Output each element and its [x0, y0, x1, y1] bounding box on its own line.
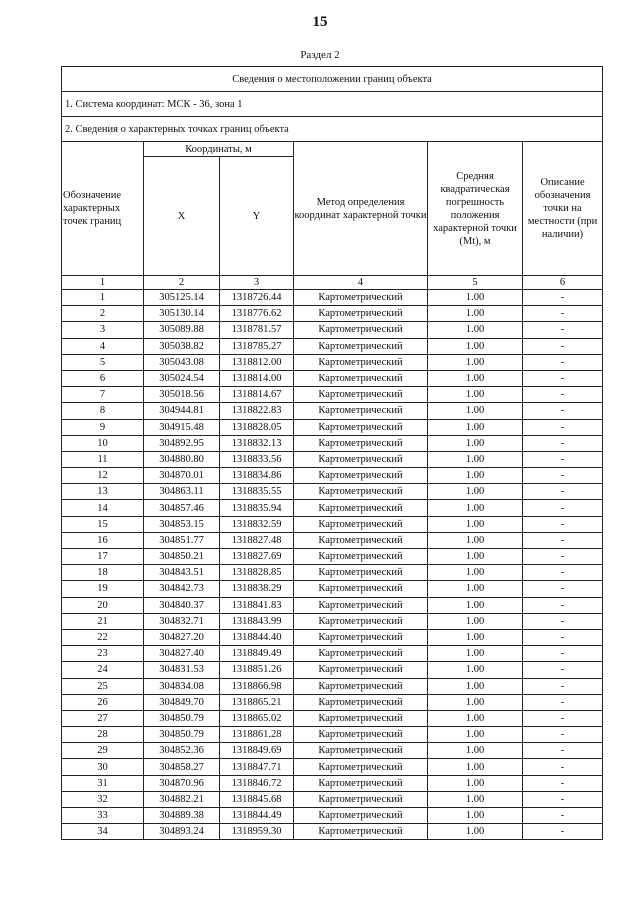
cell-description: - — [523, 565, 603, 581]
cell-error: 1.00 — [428, 646, 523, 662]
cell-y: 1318781.57 — [220, 322, 294, 338]
cell-y: 1318851.26 — [220, 662, 294, 678]
column-number: 3 — [220, 276, 294, 290]
coord-system-row — [62, 92, 603, 117]
cell-x: 304858.27 — [144, 759, 220, 775]
cell-point: 15 — [62, 516, 144, 532]
column-number-row — [62, 276, 603, 290]
table-row — [62, 387, 603, 403]
table-row — [62, 710, 603, 726]
cell-method: Картометрический — [294, 727, 428, 743]
cell-x: 305130.14 — [144, 306, 220, 322]
cell-x: 304944.81 — [144, 403, 220, 419]
cell-y: 1318844.49 — [220, 808, 294, 824]
cell-x: 304870.96 — [144, 775, 220, 791]
cell-error: 1.00 — [428, 597, 523, 613]
cell-x: 304889.38 — [144, 808, 220, 824]
cell-description: - — [523, 662, 603, 678]
cell-x: 304827.40 — [144, 646, 220, 662]
cell-error: 1.00 — [428, 824, 523, 840]
cell-error: 1.00 — [428, 338, 523, 354]
cell-x: 305043.08 — [144, 354, 220, 370]
cell-method: Картометрический — [294, 403, 428, 419]
cell-error: 1.00 — [428, 532, 523, 548]
cell-description: - — [523, 710, 603, 726]
cell-error: 1.00 — [428, 759, 523, 775]
cell-y: 1318849.69 — [220, 743, 294, 759]
cell-point: 25 — [62, 678, 144, 694]
table-row — [62, 759, 603, 775]
cell-method: Картометрический — [294, 290, 428, 306]
cell-x: 305018.56 — [144, 387, 220, 403]
cell-x: 305125.14 — [144, 290, 220, 306]
table-row — [62, 694, 603, 710]
cell-x: 304850.79 — [144, 727, 220, 743]
cell-x: 304857.46 — [144, 500, 220, 516]
column-number: 4 — [294, 276, 428, 290]
cell-y: 1318843.99 — [220, 613, 294, 629]
column-number: 6 — [523, 276, 603, 290]
cell-point: 31 — [62, 775, 144, 791]
cell-method: Картометрический — [294, 451, 428, 467]
cell-y: 1318814.67 — [220, 387, 294, 403]
cell-method: Картометрический — [294, 629, 428, 645]
table-row — [62, 775, 603, 791]
cell-point: 29 — [62, 743, 144, 759]
cell-error: 1.00 — [428, 306, 523, 322]
cell-y: 1318828.85 — [220, 565, 294, 581]
cell-x: 304831.53 — [144, 662, 220, 678]
table-title-row — [62, 67, 603, 92]
table-row — [62, 743, 603, 759]
cell-point: 5 — [62, 354, 144, 370]
cell-method: Картометрический — [294, 484, 428, 500]
cell-x: 304852.36 — [144, 743, 220, 759]
cell-x: 304870.01 — [144, 468, 220, 484]
cell-x: 304882.21 — [144, 791, 220, 807]
cell-x: 304851.77 — [144, 532, 220, 548]
cell-x: 304853.15 — [144, 516, 220, 532]
cell-point: 34 — [62, 824, 144, 840]
cell-method: Картометрический — [294, 549, 428, 565]
cell-error: 1.00 — [428, 451, 523, 467]
cell-point: 28 — [62, 727, 144, 743]
cell-y: 1318844.40 — [220, 629, 294, 645]
cell-description: - — [523, 435, 603, 451]
cell-method: Картометрический — [294, 791, 428, 807]
cell-y: 1318828.05 — [220, 419, 294, 435]
cell-description: - — [523, 451, 603, 467]
cell-method: Картометрический — [294, 354, 428, 370]
cell-method: Картометрический — [294, 565, 428, 581]
column-number: 2 — [144, 276, 220, 290]
cell-x: 304892.95 — [144, 435, 220, 451]
cell-method: Картометрический — [294, 435, 428, 451]
section-label: Раздел 2 — [300, 49, 340, 61]
cell-error: 1.00 — [428, 370, 523, 386]
cell-x: 304843.51 — [144, 565, 220, 581]
column-number: 1 — [62, 276, 144, 290]
cell-description: - — [523, 727, 603, 743]
column-number: 5 — [428, 276, 523, 290]
cell-method: Картометрический — [294, 743, 428, 759]
table-row — [62, 500, 603, 516]
cell-description: - — [523, 613, 603, 629]
cell-point: 14 — [62, 500, 144, 516]
cell-description: - — [523, 338, 603, 354]
cell-description: - — [523, 500, 603, 516]
cell-y: 1318833.56 — [220, 451, 294, 467]
cell-error: 1.00 — [428, 290, 523, 306]
table-row — [62, 306, 603, 322]
table-row — [62, 532, 603, 548]
table-row — [62, 322, 603, 338]
cell-description: - — [523, 759, 603, 775]
cell-error: 1.00 — [428, 743, 523, 759]
table-row — [62, 662, 603, 678]
cell-point: 8 — [62, 403, 144, 419]
header-error: Средняя квадратическая погрешность положения характерной точки (Mt), м — [428, 142, 523, 276]
cell-y: 1318834.86 — [220, 468, 294, 484]
cell-point: 13 — [62, 484, 144, 500]
cell-point: 16 — [62, 532, 144, 548]
cell-point: 27 — [62, 710, 144, 726]
cell-description: - — [523, 532, 603, 548]
table-row — [62, 516, 603, 532]
cell-method: Картометрический — [294, 646, 428, 662]
table-row — [62, 290, 603, 306]
cell-point: 3 — [62, 322, 144, 338]
cell-error: 1.00 — [428, 678, 523, 694]
cell-method: Картометрический — [294, 759, 428, 775]
cell-point: 24 — [62, 662, 144, 678]
cell-method: Картометрический — [294, 306, 428, 322]
cell-y: 1318785.27 — [220, 338, 294, 354]
cell-description: - — [523, 646, 603, 662]
cell-point: 9 — [62, 419, 144, 435]
table-row — [62, 629, 603, 645]
cell-x: 304834.08 — [144, 678, 220, 694]
cell-x: 304915.48 — [144, 419, 220, 435]
coord-system: 1. Система координат: МСК - 36, зона 1 — [62, 92, 603, 117]
table-row — [62, 435, 603, 451]
cell-point: 12 — [62, 468, 144, 484]
cell-point: 7 — [62, 387, 144, 403]
cell-description: - — [523, 743, 603, 759]
cell-point: 19 — [62, 581, 144, 597]
cell-method: Картометрический — [294, 678, 428, 694]
header-x: X — [144, 157, 220, 276]
cell-point: 32 — [62, 791, 144, 807]
cell-description: - — [523, 468, 603, 484]
table-row — [62, 419, 603, 435]
table-row — [62, 824, 603, 840]
cell-point: 10 — [62, 435, 144, 451]
points-heading: 2. Сведения о характерных точках границ объекта — [62, 117, 603, 142]
cell-error: 1.00 — [428, 549, 523, 565]
cell-y: 1318846.72 — [220, 775, 294, 791]
cell-method: Картометрический — [294, 613, 428, 629]
cell-y: 1318827.48 — [220, 532, 294, 548]
page-number: 15 — [312, 14, 328, 30]
cell-error: 1.00 — [428, 403, 523, 419]
cell-point: 6 — [62, 370, 144, 386]
cell-method: Картометрический — [294, 419, 428, 435]
cell-y: 1318726.44 — [220, 290, 294, 306]
cell-description: - — [523, 549, 603, 565]
table-row — [62, 338, 603, 354]
table-row — [62, 791, 603, 807]
cell-x: 305038.82 — [144, 338, 220, 354]
points-heading-row — [62, 117, 603, 142]
header-row-1 — [62, 142, 603, 157]
header-description: Описание обозначения точки на местности (при наличии) — [523, 142, 603, 276]
cell-method: Картометрический — [294, 581, 428, 597]
header-method: Метод определения координат характерной точки — [294, 142, 428, 276]
cell-error: 1.00 — [428, 629, 523, 645]
cell-error: 1.00 — [428, 565, 523, 581]
cell-x: 305089.88 — [144, 322, 220, 338]
cell-description: - — [523, 791, 603, 807]
cell-error: 1.00 — [428, 354, 523, 370]
cell-description: - — [523, 678, 603, 694]
cell-y: 1318832.59 — [220, 516, 294, 532]
table-row — [62, 370, 603, 386]
cell-point: 23 — [62, 646, 144, 662]
cell-x: 304880.80 — [144, 451, 220, 467]
table-row — [62, 565, 603, 581]
cell-x: 304849.70 — [144, 694, 220, 710]
cell-method: Картометрический — [294, 516, 428, 532]
cell-error: 1.00 — [428, 500, 523, 516]
table-row — [62, 808, 603, 824]
cell-y: 1318865.21 — [220, 694, 294, 710]
cell-y: 1318776.62 — [220, 306, 294, 322]
cell-x: 304840.37 — [144, 597, 220, 613]
cell-error: 1.00 — [428, 387, 523, 403]
cell-description: - — [523, 808, 603, 824]
cell-point: 26 — [62, 694, 144, 710]
table-row — [62, 646, 603, 662]
cell-error: 1.00 — [428, 775, 523, 791]
cell-description: - — [523, 370, 603, 386]
header-y: Y — [220, 157, 294, 276]
cell-method: Картометрический — [294, 775, 428, 791]
cell-point: 4 — [62, 338, 144, 354]
cell-x: 304850.21 — [144, 549, 220, 565]
cell-method: Картометрический — [294, 370, 428, 386]
cell-description: - — [523, 597, 603, 613]
cell-point: 22 — [62, 629, 144, 645]
cell-x: 304850.79 — [144, 710, 220, 726]
cell-point: 30 — [62, 759, 144, 775]
table-row — [62, 468, 603, 484]
cell-error: 1.00 — [428, 710, 523, 726]
cell-method: Картометрический — [294, 694, 428, 710]
cell-error: 1.00 — [428, 435, 523, 451]
cell-y: 1318814.00 — [220, 370, 294, 386]
cell-description: - — [523, 824, 603, 840]
cell-description: - — [523, 387, 603, 403]
cell-method: Картометрический — [294, 824, 428, 840]
table-row — [62, 354, 603, 370]
cell-error: 1.00 — [428, 484, 523, 500]
cell-x: 305024.54 — [144, 370, 220, 386]
cell-y: 1318812.00 — [220, 354, 294, 370]
cell-point: 18 — [62, 565, 144, 581]
table-row — [62, 678, 603, 694]
cell-x: 304832.71 — [144, 613, 220, 629]
cell-description: - — [523, 322, 603, 338]
table-row — [62, 451, 603, 467]
cell-y: 1318845.68 — [220, 791, 294, 807]
cell-point: 11 — [62, 451, 144, 467]
cell-method: Картометрический — [294, 597, 428, 613]
cell-error: 1.00 — [428, 808, 523, 824]
cell-y: 1318849.49 — [220, 646, 294, 662]
cell-point: 33 — [62, 808, 144, 824]
cell-point: 2 — [62, 306, 144, 322]
cell-method: Картометрический — [294, 808, 428, 824]
cell-y: 1318832.13 — [220, 435, 294, 451]
table-row — [62, 549, 603, 565]
cell-method: Картометрический — [294, 338, 428, 354]
cell-method: Картометрический — [294, 500, 428, 516]
table-row — [62, 613, 603, 629]
cell-method: Картометрический — [294, 387, 428, 403]
cell-y: 1318841.83 — [220, 597, 294, 613]
cell-y: 1318861.28 — [220, 727, 294, 743]
header-coordinates: Координаты, м — [144, 142, 294, 157]
cell-y: 1318822.83 — [220, 403, 294, 419]
cell-y: 1318835.55 — [220, 484, 294, 500]
cell-error: 1.00 — [428, 468, 523, 484]
cell-y: 1318827.69 — [220, 549, 294, 565]
cell-point: 20 — [62, 597, 144, 613]
table-row — [62, 727, 603, 743]
cell-error: 1.00 — [428, 322, 523, 338]
boundary-points-table — [61, 66, 603, 840]
cell-error: 1.00 — [428, 662, 523, 678]
cell-error: 1.00 — [428, 694, 523, 710]
cell-error: 1.00 — [428, 791, 523, 807]
cell-description: - — [523, 419, 603, 435]
cell-error: 1.00 — [428, 727, 523, 743]
cell-error: 1.00 — [428, 581, 523, 597]
cell-error: 1.00 — [428, 419, 523, 435]
cell-x: 304863.11 — [144, 484, 220, 500]
table-row — [62, 581, 603, 597]
cell-description: - — [523, 516, 603, 532]
cell-y: 1318838.29 — [220, 581, 294, 597]
cell-point: 21 — [62, 613, 144, 629]
cell-method: Картометрический — [294, 532, 428, 548]
cell-description: - — [523, 290, 603, 306]
cell-description: - — [523, 775, 603, 791]
table-row — [62, 403, 603, 419]
cell-point: 1 — [62, 290, 144, 306]
cell-y: 1318959.30 — [220, 824, 294, 840]
cell-method: Картометрический — [294, 322, 428, 338]
cell-description: - — [523, 354, 603, 370]
cell-y: 1318835.94 — [220, 500, 294, 516]
cell-y: 1318865.02 — [220, 710, 294, 726]
cell-method: Картометрический — [294, 710, 428, 726]
cell-y: 1318866.98 — [220, 678, 294, 694]
cell-description: - — [523, 484, 603, 500]
table-row — [62, 484, 603, 500]
cell-y: 1318847.71 — [220, 759, 294, 775]
cell-error: 1.00 — [428, 516, 523, 532]
cell-error: 1.00 — [428, 613, 523, 629]
cell-x: 304893.24 — [144, 824, 220, 840]
cell-description: - — [523, 629, 603, 645]
table-row — [62, 597, 603, 613]
cell-point: 17 — [62, 549, 144, 565]
cell-description: - — [523, 403, 603, 419]
cell-x: 304842.73 — [144, 581, 220, 597]
cell-method: Картометрический — [294, 468, 428, 484]
cell-x: 304827.20 — [144, 629, 220, 645]
table-title: Сведения о местоположении границ объекта — [62, 67, 603, 92]
cell-description: - — [523, 581, 603, 597]
cell-description: - — [523, 306, 603, 322]
cell-method: Картометрический — [294, 662, 428, 678]
header-point-designation: Обозначение характерных точек границ — [62, 142, 144, 276]
cell-description: - — [523, 694, 603, 710]
